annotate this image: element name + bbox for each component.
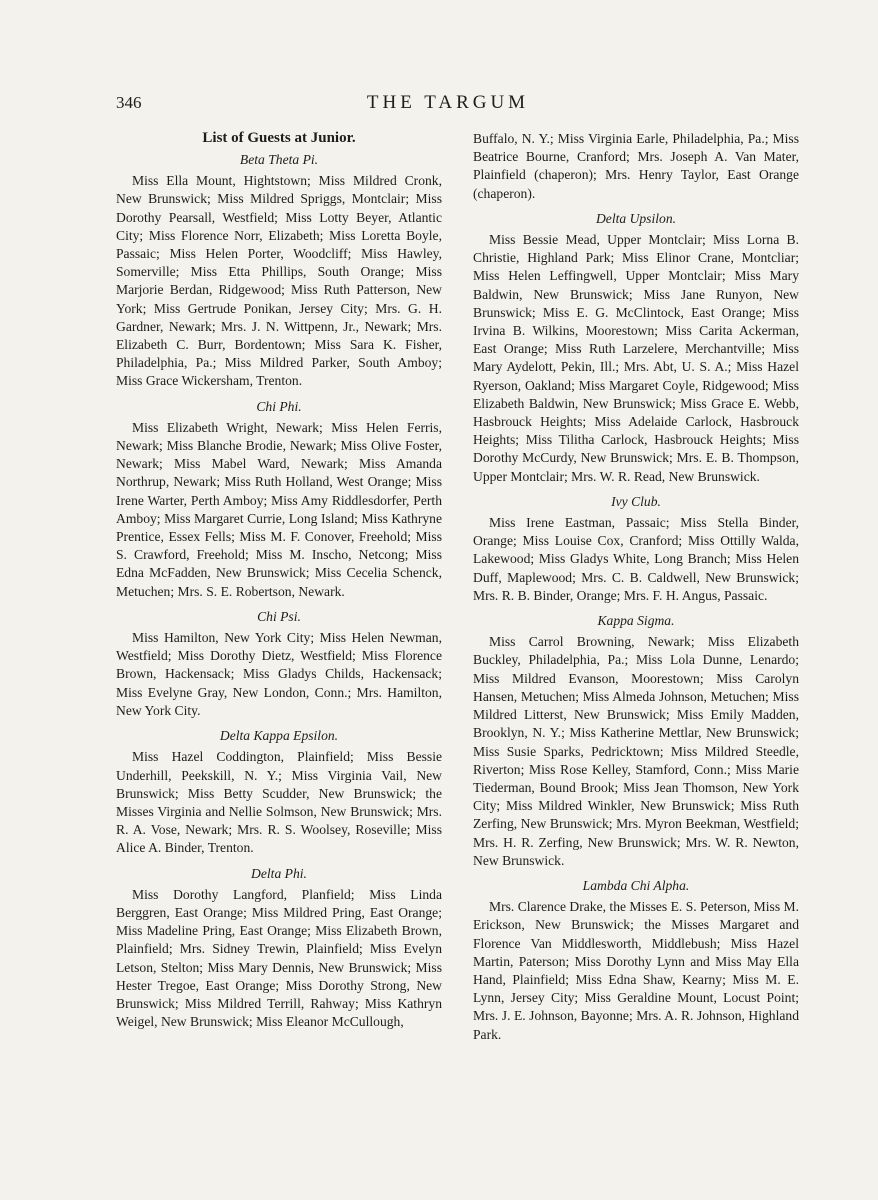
section-heading: Ivy Club.	[611, 493, 661, 509]
section-text: Miss Irene Eastman, Passaic; Miss Stella Binder, Orange; Miss Louise Cox, Cranford; Miss Ottilly Walda, Lakewood; Miss Gladys White, Long Branch; Miss Helen Duff, Maplewood; Mrs. C. B. Caldwell, New Brunswick; Mrs. R. B. Binder, Orange; Mrs. F. H. Angus, Passaic.	[473, 515, 799, 603]
section-text: Miss Bessie Mead, Upper Montclair; Miss Lorna B. Christie, Highland Park; Miss Elinor Crane, Montcliar; Miss Helen Leffingwell, Upper Montclair; Miss Mary Baldwin, New Brunswick; Miss Jane Runyon, New Brunswick; Miss E. G. McClintock, East Orange; Miss Irvina B. Wilkins, Moorestown; Miss Carita Ackerman, East Orange; Miss Ruth Larzelere, Merchantville; Miss Mary Aydelott, Pekin, Ill.; Mrs. Abt, U. S. A.; Miss Hazel Ryerson, Oakland; Miss Margaret Coyle, Ridgewood; Miss Elizabeth Baldwin, New Brunswick; Miss Grace E. Webb, Hasbrouck Heights; Miss Adelaide Carlock, Hasbrouck Heights; Miss Tilitha Carlock, Hasbrouck Heights; Miss Dorothy McCurdy, New Brunswick; Mrs. E. B. Thompson, Upper Montclair; Mrs. W. R. Read, New Brunswick.	[473, 232, 799, 484]
section-text: Miss Carrol Browning, Newark; Miss Elizabeth Buckley, Philadelphia, Pa.; Miss Lola Dunne, Lenardo; Miss Mildred Evanson, Moorestown; Miss Carolyn Hansen, Metuchen; Miss Almeda Johnson, Metuchen; Miss Mildred Litterst, New Brunswick; Miss Emily Madden, Brooklyn, N. Y.; Miss Katherine Mettlar, New Brunswick; Miss Susie Sparks, Pedricktown; Miss Mildred Steedle, Riverton; Miss Rose Kelley, Stamford, Conn.; Miss Marie Tiederman, Bound Brook; Miss Jean Thomson, New York City; Miss Mildred Winkler, New Brunswick; Miss Ruth Zerfing, New Brunswick; Mrs. Myron Beekman, Westfield; Mrs. H. R. Zerfing, New Brunswick; Mrs. W. R. Newton, New Brunswick.	[473, 634, 799, 868]
page-header	[116, 93, 780, 117]
section-text: Miss Elizabeth Wright, Newark; Miss Helen Ferris, Newark; Miss Blanche Brodie, Newark; Miss Olive Foster, Newark; Miss Mabel Ward, Newark; Miss Amanda Northrup, Newark; Miss Ruth Holland, West Orange; Miss Irene Warter, Perth Amboy; Miss Amy Riddlesdorfer, Perth Amboy; Miss Margaret Currie, Long Island; Miss Kathryne Prentice, Essex Fells; Miss M. F. Conover, Freehold; Miss S. Crawford, Freehold; Miss M. Inscho, Netcong; Miss Edna McFadden, New Brunswick; Miss Cecelia Schenck, Metuchen; Mrs. S. E. Robertson, Newark.	[116, 419, 442, 599]
section-heading: Delta Kappa Epsilon.	[219, 728, 339, 744]
section-heading: Beta Theta Pi.	[239, 152, 319, 167]
section-heading: Delta Upsilon.	[595, 210, 677, 226]
section-heading: Chi Psi.	[257, 608, 301, 624]
section-heading: Lambda Chi Alpha.	[582, 877, 690, 893]
right-column	[473, 130, 799, 1051]
continued-text: Buffalo, N. Y.; Miss Virginia Earle, Philadelphia, Pa.; Miss Beatrice Bourne, Cranford; Mrs. Joseph A. Van Mater, Plainfield (chaperon); Mrs. Henry Taylor, East Orange (chaperon).	[473, 131, 799, 201]
section-heading: Delta Phi.	[251, 865, 307, 881]
section-text: Miss Hamilton, New York City; Miss Helen Newman, Westfield; Miss Dorothy Dietz, Westfield; Miss Florence Brown, Hackensack; Miss Gladys Childs, Hackensack; Miss Evelyne Gray, New London, Conn.; Mrs. Hamilton, New York City.	[116, 630, 442, 718]
section-text: Mrs. Clarence Drake, the Misses E. S. Peterson, Miss M. Erickson, New Brunswick; the Misses Margaret and Florence Van Middlesworth, Middlebush; Miss Hazel Martin, Paterson; Miss Dorothy Lynn and Miss May Ella Hand, Plainfield; Miss Edna Shaw, Kearny; Miss M. E. Lynn, Jersey City; Miss Geraldine Mount, Locust Point; Mrs. J. E. Johnson, Bayonne; Mrs. A. R. Johnson, Highland Park.	[473, 899, 799, 1042]
left-column	[116, 128, 442, 1038]
running-title: THE TARGUM	[366, 92, 530, 113]
page-number: 346	[116, 93, 142, 112]
section-text: Miss Hazel Coddington, Plainfield; Miss Bessie Underhill, Peekskill, N. Y.; Miss Virginia Vail, New Brunswick; Miss Betty Scudder, New Brunswick; the Misses Virginia and Nellie Solmson, New Brunswick; Mrs. R. A. Vose, Newark; Mrs. R. S. Woolsey, Roseville; Miss Alice A. Binder, Trenton.	[116, 749, 442, 856]
section-text: Miss Ella Mount, Hightstown; Miss Mildred Cronk, New Brunswick; Miss Mildred Spriggs, Montclair; Miss Dorothy Pearsall, Westfield; Miss Lotty Beyer, Atlantic City; Miss Florence Norr, Elizabeth; Miss Loretta Boyle, Passaic; Miss Helen Porter, Woodcliff; Miss Hawley, Somerville; Miss Etta Phillips, South Orange; Miss Marjorie Berdan, Ridgewood; Miss Ruth Patterson, New York; Miss Gertrude Ponikan, Jersey City; Mrs. G. H. Gardner, Newark; Mrs. J. N. Wittpenn, Jr., Newark; Mrs. Elizabeth C. Burr, Bordentown; Miss Sara K. Fisher, Philadelphia, Pa.; Miss Mildred Parker, South Amboy; Miss Grace Wickersham, Trenton.	[116, 173, 442, 389]
section-heading: Kappa Sigma.	[597, 613, 675, 629]
section-text: Miss Dorothy Langford, Planfield; Miss Linda Berggren, East Orange; Miss Mildred Pring, East Orange; Miss Madeline Pring, East Orange; Miss Elizabeth Brown, Plainfield; Mrs. Sidney Trewin, Plainfield; Miss Evelyn Letson, Stelton; Miss Mary Dennis, New Brunswick; Miss Hester Tregoe, East Orange; Miss Dorothy Strong, New Brunswick; Miss Mildred Terrill, Rahway; Miss Kathryn Weigel, New Brunswick; Miss Eleanor McCullough,	[116, 886, 442, 1030]
list-title: List of Guests at Junior.	[202, 130, 356, 146]
section-heading: Chi Phi.	[256, 398, 302, 414]
